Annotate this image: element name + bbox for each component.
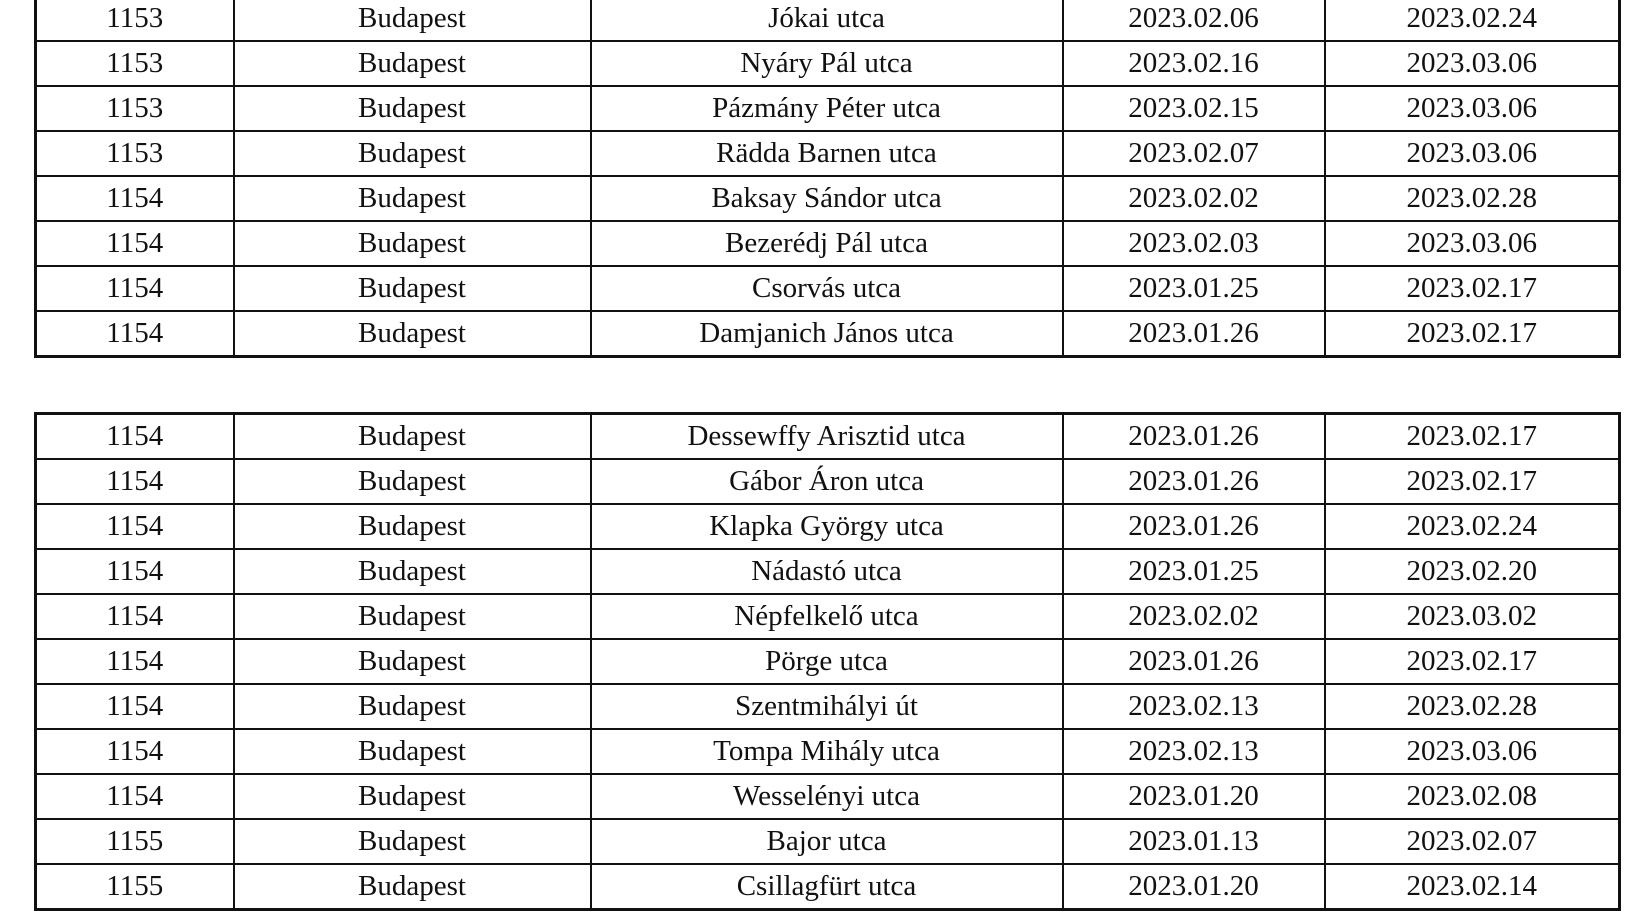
start-date-cell: 2023.01.20 (1063, 774, 1325, 819)
city-cell: Budapest (234, 639, 591, 684)
postal-code-cell: 1154 (36, 594, 234, 639)
end-date-cell: 2023.03.06 (1325, 131, 1620, 176)
end-date-cell: 2023.02.08 (1325, 774, 1620, 819)
end-date-cell: 2023.02.17 (1325, 311, 1620, 357)
table-row (36, 176, 1620, 221)
end-date-cell: 2023.02.17 (1325, 459, 1620, 504)
street-cell: Bezerédj Pál utca (591, 221, 1063, 266)
street-cell: Dessewffy Arisztid utca (591, 414, 1063, 460)
table-row (36, 774, 1620, 819)
end-date-cell: 2023.02.24 (1325, 0, 1620, 41)
schedule-table-2 (34, 412, 1621, 911)
city-cell: Budapest (234, 86, 591, 131)
postal-code-cell: 1153 (36, 41, 234, 86)
city-cell: Budapest (234, 864, 591, 910)
postal-code-cell: 1154 (36, 729, 234, 774)
table-row (36, 549, 1620, 594)
end-date-cell: 2023.02.17 (1325, 414, 1620, 460)
postal-code-cell: 1154 (36, 176, 234, 221)
street-cell: Gábor Áron utca (591, 459, 1063, 504)
table-body (36, 414, 1620, 910)
start-date-cell: 2023.02.15 (1063, 86, 1325, 131)
postal-code-cell: 1153 (36, 0, 234, 41)
table-row (36, 864, 1620, 910)
street-cell: Csorvás utca (591, 266, 1063, 311)
end-date-cell: 2023.03.06 (1325, 221, 1620, 266)
start-date-cell: 2023.01.25 (1063, 549, 1325, 594)
table-row (36, 504, 1620, 549)
table-row (36, 684, 1620, 729)
start-date-cell: 2023.01.25 (1063, 266, 1325, 311)
schedule-table-1 (34, 0, 1621, 358)
table-row (36, 131, 1620, 176)
street-cell: Nádastó utca (591, 549, 1063, 594)
table-row (36, 0, 1620, 41)
table-row (36, 459, 1620, 504)
city-cell: Budapest (234, 774, 591, 819)
postal-code-cell: 1153 (36, 131, 234, 176)
end-date-cell: 2023.02.28 (1325, 684, 1620, 729)
postal-code-cell: 1154 (36, 504, 234, 549)
end-date-cell: 2023.03.06 (1325, 729, 1620, 774)
postal-code-cell: 1154 (36, 774, 234, 819)
postal-code-cell: 1154 (36, 311, 234, 357)
street-cell: Wesselényi utca (591, 774, 1063, 819)
end-date-cell: 2023.02.14 (1325, 864, 1620, 910)
city-cell: Budapest (234, 729, 591, 774)
city-cell: Budapest (234, 131, 591, 176)
start-date-cell: 2023.01.26 (1063, 504, 1325, 549)
postal-code-cell: 1154 (36, 266, 234, 311)
start-date-cell: 2023.02.16 (1063, 41, 1325, 86)
street-cell: Pázmány Péter utca (591, 86, 1063, 131)
city-cell: Budapest (234, 311, 591, 357)
city-cell: Budapest (234, 414, 591, 460)
start-date-cell: 2023.01.26 (1063, 459, 1325, 504)
end-date-cell: 2023.02.20 (1325, 549, 1620, 594)
start-date-cell: 2023.01.26 (1063, 414, 1325, 460)
city-cell: Budapest (234, 549, 591, 594)
table-body (36, 0, 1620, 357)
end-date-cell: 2023.03.06 (1325, 86, 1620, 131)
city-cell: Budapest (234, 819, 591, 864)
street-cell: Damjanich János utca (591, 311, 1063, 357)
postal-code-cell: 1154 (36, 414, 234, 460)
start-date-cell: 2023.02.07 (1063, 131, 1325, 176)
table-row (36, 86, 1620, 131)
end-date-cell: 2023.03.06 (1325, 41, 1620, 86)
street-cell: Jókai utca (591, 0, 1063, 41)
street-cell: Baksay Sándor utca (591, 176, 1063, 221)
table-row (36, 414, 1620, 460)
end-date-cell: 2023.02.17 (1325, 639, 1620, 684)
postal-code-cell: 1153 (36, 86, 234, 131)
street-cell: Bajor utca (591, 819, 1063, 864)
postal-code-cell: 1154 (36, 639, 234, 684)
start-date-cell: 2023.01.26 (1063, 311, 1325, 357)
start-date-cell: 2023.01.20 (1063, 864, 1325, 910)
table-row (36, 311, 1620, 357)
city-cell: Budapest (234, 0, 591, 41)
city-cell: Budapest (234, 459, 591, 504)
start-date-cell: 2023.02.13 (1063, 684, 1325, 729)
table-row (36, 729, 1620, 774)
street-cell: Klapka György utca (591, 504, 1063, 549)
start-date-cell: 2023.02.06 (1063, 0, 1325, 41)
start-date-cell: 2023.02.13 (1063, 729, 1325, 774)
street-cell: Szentmihályi út (591, 684, 1063, 729)
street-cell: Pörge utca (591, 639, 1063, 684)
table-row (36, 41, 1620, 86)
postal-code-cell: 1154 (36, 459, 234, 504)
city-cell: Budapest (234, 221, 591, 266)
end-date-cell: 2023.02.24 (1325, 504, 1620, 549)
city-cell: Budapest (234, 41, 591, 86)
end-date-cell: 2023.02.07 (1325, 819, 1620, 864)
start-date-cell: 2023.02.02 (1063, 594, 1325, 639)
end-date-cell: 2023.02.28 (1325, 176, 1620, 221)
city-cell: Budapest (234, 594, 591, 639)
start-date-cell: 2023.01.26 (1063, 639, 1325, 684)
street-cell: Csillagfürt utca (591, 864, 1063, 910)
table-row (36, 819, 1620, 864)
street-cell: Nyáry Pál utca (591, 41, 1063, 86)
postal-code-cell: 1155 (36, 819, 234, 864)
start-date-cell: 2023.02.02 (1063, 176, 1325, 221)
postal-code-cell: 1154 (36, 684, 234, 729)
city-cell: Budapest (234, 504, 591, 549)
table-row (36, 594, 1620, 639)
table-row (36, 639, 1620, 684)
postal-code-cell: 1155 (36, 864, 234, 910)
end-date-cell: 2023.03.02 (1325, 594, 1620, 639)
table-row (36, 221, 1620, 266)
start-date-cell: 2023.02.03 (1063, 221, 1325, 266)
street-cell: Népfelkelő utca (591, 594, 1063, 639)
street-cell: Tompa Mihály utca (591, 729, 1063, 774)
postal-code-cell: 1154 (36, 549, 234, 594)
start-date-cell: 2023.01.13 (1063, 819, 1325, 864)
table-row (36, 266, 1620, 311)
street-cell: Rädda Barnen utca (591, 131, 1063, 176)
end-date-cell: 2023.02.17 (1325, 266, 1620, 311)
city-cell: Budapest (234, 684, 591, 729)
city-cell: Budapest (234, 266, 591, 311)
postal-code-cell: 1154 (36, 221, 234, 266)
city-cell: Budapest (234, 176, 591, 221)
